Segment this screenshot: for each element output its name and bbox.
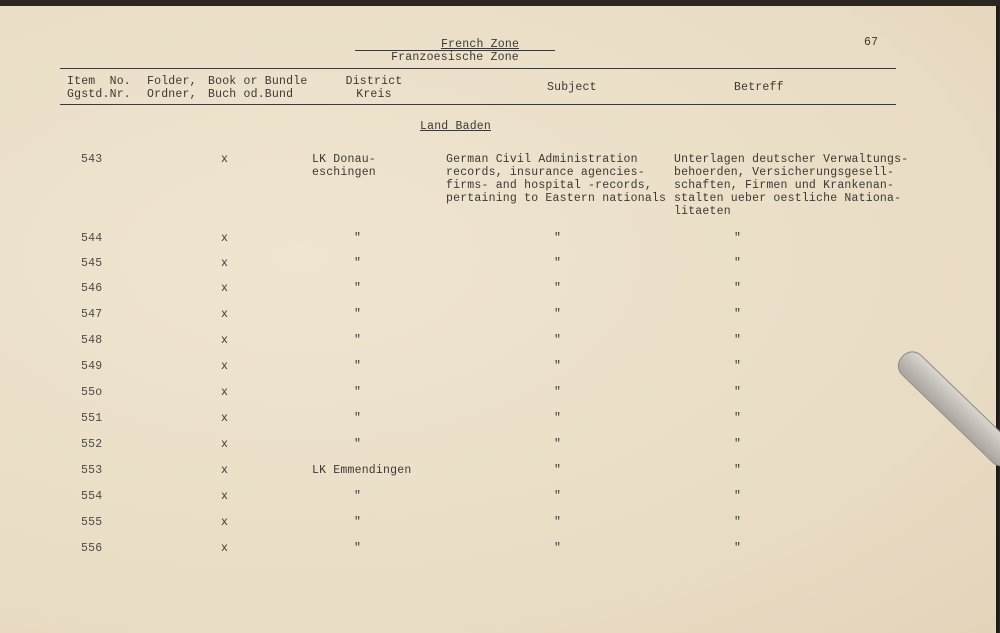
col-item-no-de: Ggstd.Nr.	[67, 88, 131, 101]
betreff-ditto: "	[734, 360, 742, 373]
district-ditto: "	[354, 438, 362, 451]
subject-ditto: "	[554, 412, 562, 425]
item-number: 553	[81, 464, 103, 477]
item-number: 552	[81, 438, 103, 451]
betreff-ditto: "	[734, 412, 742, 425]
betreff-line: stalten ueber oestliche Nationa-	[674, 192, 902, 205]
district-ditto: "	[354, 386, 362, 399]
subject-line: firms- and hospital -records,	[446, 179, 652, 192]
betreff-ditto: "	[734, 257, 742, 270]
subject-ditto: "	[554, 232, 562, 245]
betreff-ditto: "	[734, 464, 742, 477]
col-folder-en: Folder,	[147, 75, 197, 88]
betreff-ditto: "	[734, 282, 742, 295]
betreff-line: Unterlagen deutscher Verwaltungs-	[674, 153, 909, 166]
district-ditto: "	[354, 334, 362, 347]
betreff-ditto: "	[734, 334, 742, 347]
district-ditto: "	[354, 308, 362, 321]
subject-ditto: "	[554, 334, 562, 347]
betreff-ditto: "	[734, 490, 742, 503]
betreff-ditto: "	[734, 232, 742, 245]
subject-line: pertaining to Eastern nationals	[446, 192, 667, 205]
item-number: 547	[81, 308, 103, 321]
item-number: 549	[81, 360, 103, 373]
book-mark: x	[221, 516, 229, 529]
district-ditto: "	[354, 360, 362, 373]
book-mark: x	[221, 490, 229, 503]
subject-line: records, insurance agencies-	[446, 166, 645, 179]
book-mark: x	[221, 438, 229, 451]
betreff-ditto: "	[734, 516, 742, 529]
book-mark: x	[221, 386, 229, 399]
page-clip	[893, 346, 1000, 472]
book-mark: x	[221, 464, 229, 477]
book-mark: x	[221, 360, 229, 373]
item-number: 546	[81, 282, 103, 295]
subject-ditto: "	[554, 257, 562, 270]
book-mark: x	[221, 257, 229, 270]
document-page	[0, 6, 999, 633]
district-ditto: "	[354, 490, 362, 503]
district-line: eschingen	[312, 166, 376, 179]
col-book-en: Book or Bundle	[208, 75, 308, 88]
betreff-ditto: "	[734, 542, 742, 555]
district-name: LK Emmendingen	[312, 464, 412, 477]
subject-ditto: "	[554, 308, 562, 321]
section-title: Land Baden	[420, 120, 492, 133]
district-ditto: "	[354, 232, 362, 245]
col-betreff: Betreff	[734, 81, 784, 94]
betreff-line: litaeten	[674, 205, 731, 218]
district-line: LK Donau-	[312, 153, 376, 166]
item-number: 551	[81, 412, 103, 425]
betreff-line: behoerden, Versicherungsgesell-	[674, 166, 895, 179]
subject-ditto: "	[554, 282, 562, 295]
district-ditto: "	[354, 257, 362, 270]
book-mark: x	[221, 308, 229, 321]
item-number: 55o	[81, 386, 103, 399]
zone-title: French Zone	[440, 38, 520, 51]
subject-ditto: "	[554, 438, 562, 451]
subject-ditto: "	[554, 490, 562, 503]
subject-ditto: "	[554, 464, 562, 477]
col-folder-de: Ordner,	[147, 88, 197, 101]
book-mark: x	[221, 412, 229, 425]
col-item-no-en: Item No.	[67, 75, 131, 88]
book-mark: x	[221, 334, 229, 347]
betreff-ditto: "	[734, 386, 742, 399]
district-ditto: "	[354, 412, 362, 425]
col-district-en: District	[345, 75, 403, 88]
item-number: 543	[81, 153, 103, 166]
subject-ditto: "	[554, 386, 562, 399]
item-number: 555	[81, 516, 103, 529]
page-number: 67	[864, 36, 879, 49]
col-book-de: Buch od.Bund	[208, 88, 294, 101]
book-mark: x	[221, 232, 229, 245]
book-mark: x	[221, 282, 229, 295]
header-rule-bottom	[60, 104, 896, 105]
district-ditto: "	[354, 282, 362, 295]
betreff-line: schaften, Firmen und Krankenan-	[674, 179, 895, 192]
zone-subtitle: Franzoesische Zone	[355, 50, 555, 64]
item-number: 544	[81, 232, 103, 245]
item-number: 556	[81, 542, 103, 555]
subject-ditto: "	[554, 516, 562, 529]
betreff-ditto: "	[734, 308, 742, 321]
item-number: 548	[81, 334, 103, 347]
district-ditto: "	[354, 542, 362, 555]
subject-ditto: "	[554, 542, 562, 555]
subject-ditto: "	[554, 360, 562, 373]
subject-line: German Civil Administration	[446, 153, 638, 166]
item-number: 554	[81, 490, 103, 503]
district-ditto: "	[354, 516, 362, 529]
betreff-ditto: "	[734, 438, 742, 451]
col-district-de: Kreis	[356, 88, 392, 101]
item-number: 545	[81, 257, 103, 270]
header-rule-top	[60, 68, 896, 69]
book-mark: x	[221, 153, 229, 166]
book-mark: x	[221, 542, 229, 555]
col-subject: Subject	[547, 81, 597, 94]
